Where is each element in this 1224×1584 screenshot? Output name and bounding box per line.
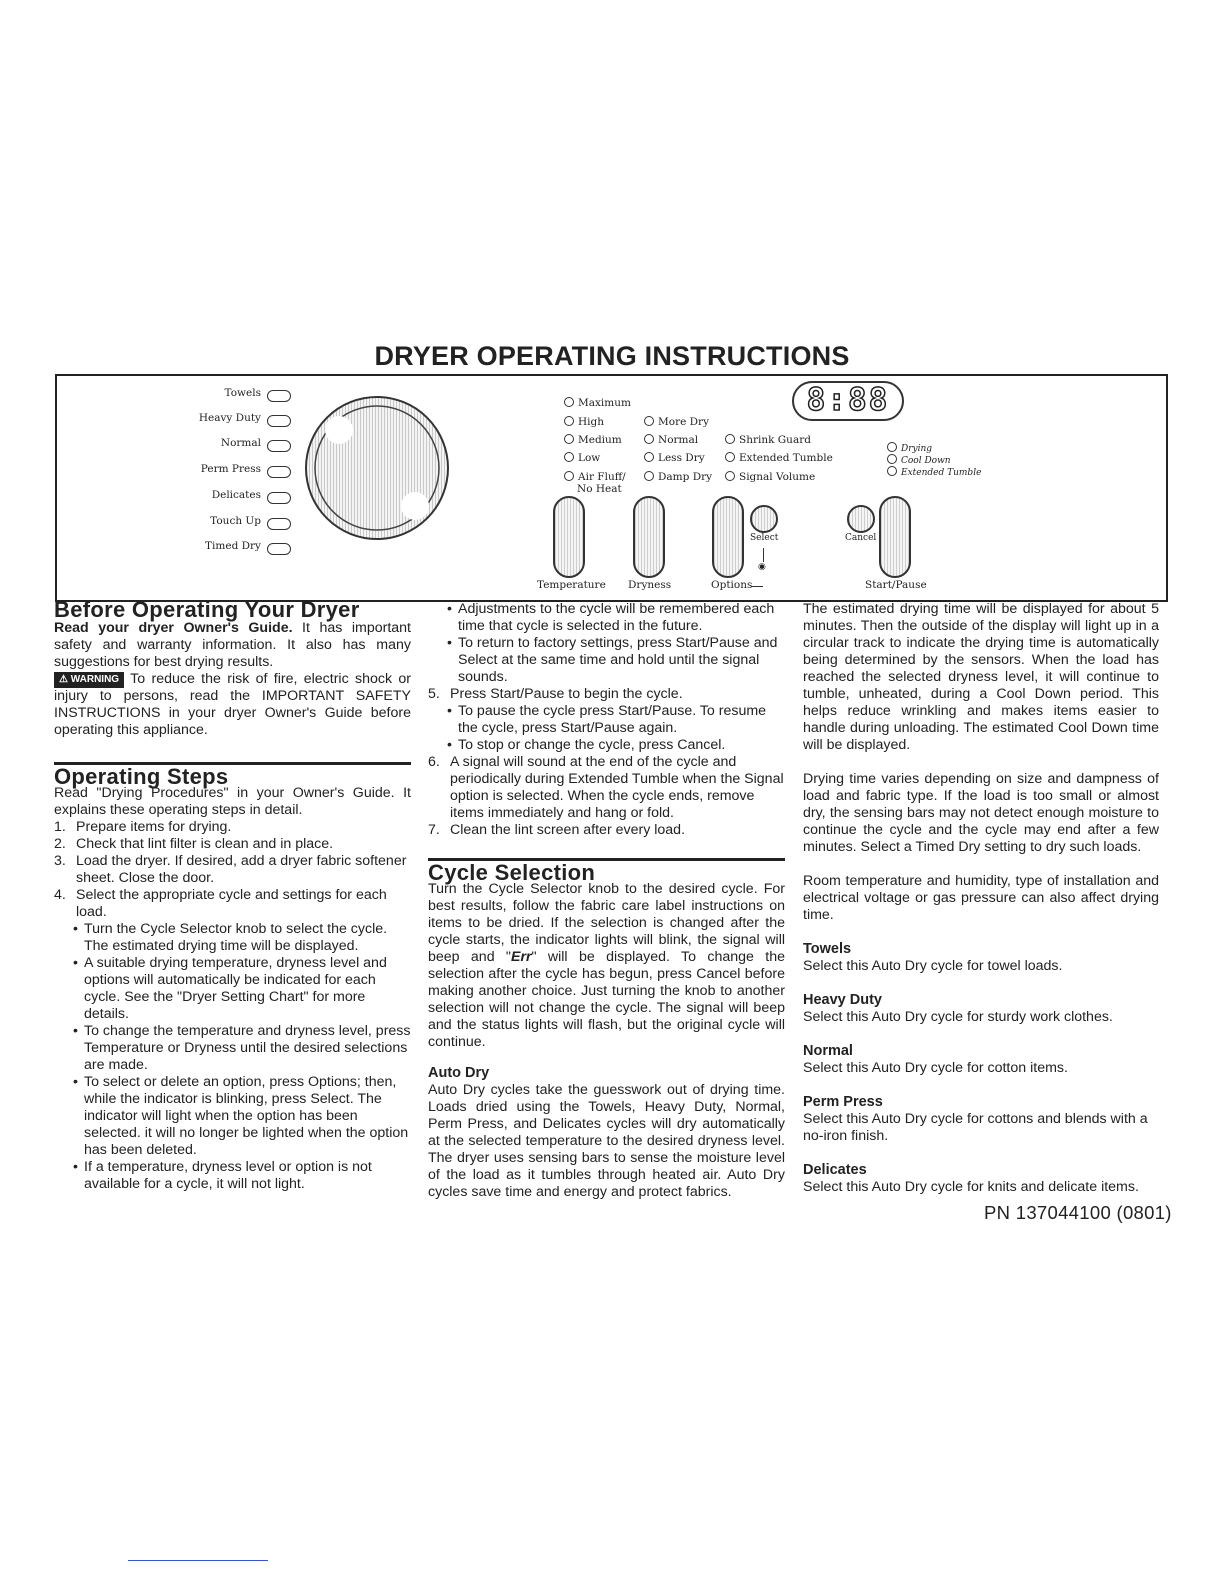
indicator-light-icon [725,434,735,444]
select-connector-line [763,548,764,562]
options-button[interactable] [712,496,744,578]
temp-option-no-heat: No Heat [577,483,622,495]
drying-time-paragraph: Drying time varies depending on size and dampness of load and fabric type. If the load is too small or almost dry, the sensing bars may not detect enough moisture to continue the cycle and the cycle may end after a few minutes. Select a Timed Dry setting to dry such loads. [803,771,1159,855]
list-item: 5. Press Start/Pause to begin the cycle. [428,686,683,702]
steps-intro: Read "Drying Procedures" in your Owner's Guide. It explains these operating steps in detail. [54,785,411,818]
cycle-indicator [267,415,291,427]
display-paragraph: The estimated drying time will be displayed for about 5 minutes. Then the outside of the display will light up in a circular track to indicate the drying time is automatically being determined by the sensors. When the load has reached the selected dryness level, it will continue to tumble, unheated, during a Cool Down period. This helps reduce wrinkling and makes items easier to handle during unloading. The estimated Cool Down time will be displayed. [803,601,1159,753]
column-left [54,597,411,1193]
status-extended-tumble: Extended Tumble [887,466,981,478]
status-cool-down: Cool Down [887,454,951,466]
cycle-text-delicates: Select this Auto Dry cycle for knits and delicate items. [803,1179,1139,1195]
cycle-selection-paragraph: Turn the Cycle Selector knob to the desired cycle. For best results, follow the fabric care label instructions on items to be dried. If the selection is changed after the cycle starts, the indicator lights will blink, the signal will beep and "Err" will be displayed. To change the selection after the cycle has begun, press Cancel before making another choice. Just turning the knob to another selection will not change the cycle. The signal will beep and the status lights will flash, but the original cycle will continue. [428,881,785,1050]
cycle-label-delicates: Delicates [211,489,261,501]
lock-icon: ◉ [758,561,766,571]
indicator-light-icon [644,416,654,426]
list-item: 4. Select the appropriate cycle and settings for each load. [54,887,387,920]
indicator-light-icon [725,452,735,462]
list-item: • To change the temperature and dryness level, press Temperature or Dryness until the desired selections are made. [54,1023,411,1074]
temp-option-low: Low [564,452,600,464]
cycle-text-perm-press: Select this Auto Dry cycle for cottons and blends with a no-iron finish. [803,1111,1148,1144]
dryness-button[interactable] [633,496,665,578]
select-button[interactable] [750,505,778,533]
footer-link-underline [128,1560,268,1561]
temp-option-maximum: Maximum [564,397,631,409]
indicator-light-icon [564,397,574,407]
temp-option-high: High [564,416,604,428]
part-number: PN 137044100 (0801) [984,1202,1172,1223]
start-pause-label: Start/Pause [865,579,927,591]
options-connector-line [751,586,763,587]
indicator-light-icon [564,434,574,444]
cycle-label-heavy-duty: Heavy Duty [198,412,261,424]
cycle-indicator [267,543,291,555]
option-signal-volume: Signal Volume [725,471,815,483]
status-drying: Drying [887,442,932,454]
warning-paragraph: ⚠ WARNING To reduce the risk of fire, electric shock or injury to persons, read the IMPORTANT SAFETY INSTRUCTIONS in your dryer Owner's Guide before operating this appliance. [54,671,411,738]
list-item: 7. Clean the lint screen after every load. [428,822,686,838]
display-readout: 8:88 [806,382,890,418]
digital-display [792,381,904,421]
warning-badge: ⚠ WARNING [54,672,124,688]
indicator-light-icon [564,416,574,426]
temp-option-air-fluff: Air Fluff/ [564,471,626,483]
list-item: • Adjustments to the cycle will be remembered each time that cycle is selected in the future. [428,601,785,635]
temperature-button[interactable] [553,496,585,578]
indicator-light-icon [887,454,897,464]
room-temperature-paragraph: Room temperature and humidity, type of installation and electrical voltage or gas pressure can also affect drying time. [803,873,1159,923]
heading-before-operating: Before Operating Your Dryer [54,597,360,622]
list-item: 3. Load the dryer. If desired, add a dryer fabric softener sheet. Close the door. [54,853,407,886]
cycle-label-touch-up: Touch Up [210,515,261,527]
cycle-indicator [267,492,291,504]
heading-operating-steps: Operating Steps [54,764,229,789]
cycle-label-perm-press: Perm Press [200,463,261,475]
cancel-label: Cancel [845,533,877,543]
list-item: 6. A signal will sound at the end of the cycle and periodically during Extended Tumble when the Signal option is selected. When the cycle ends, remove items immediately and hang or fold. [428,754,784,821]
option-extended-tumble: Extended Tumble [725,452,833,464]
list-item: • To stop or change the cycle, press Cancel. [428,737,785,754]
list-item: • To select or delete an option, press Options; then, while the indicator is blinking, press Select. The indicator will light when the option has been selected. it will no longer be lighted when the option has been deleted. [54,1074,411,1159]
indicator-light-icon [644,471,654,481]
select-label: Select [750,533,779,543]
cycle-heading-delicates: Delicates [803,1162,867,1178]
dryness-option-more-dry: More Dry [644,416,709,428]
cycle-indicator [267,466,291,478]
control-panel-diagram [55,374,1168,602]
cycle-selector-knob[interactable] [303,394,451,542]
cycle-heading-perm-press: Perm Press [803,1094,883,1110]
cycle-label-towels: Towels [224,387,261,399]
steps-list [54,819,411,921]
start-pause-button[interactable] [879,496,911,578]
cycle-label-timed-dry: Timed Dry [205,540,261,552]
cycle-indicator [267,518,291,530]
dryness-option-normal: Normal [644,434,698,446]
option-shrink-guard: Shrink Guard [725,434,811,446]
cycle-text-towels: Select this Auto Dry cycle for towel loads. [803,958,1063,974]
cancel-button[interactable] [847,505,875,533]
step4-bullets [54,921,411,1193]
list-item: • Turn the Cycle Selector knob to select the cycle. The estimated drying time will be displayed. [54,921,411,955]
auto-dry-paragraph: Auto Dry cycles take the guesswork out of drying time. Loads dried using the Towels, Heavy Duty, Normal, Perm Press, and Delicates cycles will dry automatically at the selected temperature to the desired dryness level. The dryer uses sensing bars to sense the moisture level of the load as it tumbles through heated air. Auto Dry cycles save time and energy and protect fabrics. [428,1082,785,1200]
cycle-label-normal: Normal [220,437,261,449]
owners-guide-paragraph: Read your dryer Owner's Guide. It has important safety and warranty information. It also has many suggestions for best drying results. [54,620,411,670]
list-item: 2. Check that lint filter is clean and in place. [54,836,334,852]
column-right [803,601,1159,1196]
indicator-light-icon [644,452,654,462]
dryness-label: Dryness [628,579,672,591]
step5-bullets [428,703,785,754]
cycle-indicator [267,390,291,402]
steps-list-continued [428,686,785,703]
heading-cycle-selection: Cycle Selection [428,860,596,885]
list-item: • A suitable drying temperature, dryness level and options will automatically be indicated for each cycle. See the "Dryer Setting Chart" for more details. [54,955,411,1023]
dryness-option-less-dry: Less Dry [644,452,705,464]
page-title: DRYER OPERATING INSTRUCTIONS [374,341,850,371]
cycle-heading-towels: Towels [803,941,852,957]
column-middle [428,601,785,1201]
cycle-text-normal: Select this Auto Dry cycle for cotton items. [803,1060,1068,1076]
list-item: • To return to factory settings, press Start/Pause and Select at the same time and hold until the signal sounds. [428,635,785,686]
temp-option-medium: Medium [564,434,622,446]
list-item: 1. Prepare items for drying. [54,819,232,835]
indicator-light-icon [644,434,654,444]
heading-auto-dry: Auto Dry [428,1065,490,1081]
indicator-light-icon [887,442,897,452]
dryness-option-damp-dry: Damp Dry [644,471,712,483]
step4-bullets-continued [428,601,785,686]
cycle-text-heavy-duty: Select this Auto Dry cycle for sturdy work clothes. [803,1009,1113,1025]
options-label: Options [711,579,753,591]
cycle-indicator [267,440,291,452]
steps-list-end [428,754,785,839]
cycle-heading-heavy-duty: Heavy Duty [803,992,882,1008]
indicator-light-icon [725,471,735,481]
list-item: • If a temperature, dryness level or option is not available for a cycle, it will not light. [54,1159,411,1193]
temperature-label: Temperature [537,579,606,591]
indicator-light-icon [887,466,897,476]
indicator-light-icon [564,452,574,462]
cycle-heading-normal: Normal [803,1043,853,1059]
indicator-light-icon [564,471,574,481]
list-item: • To pause the cycle press Start/Pause. To resume the cycle, press Start/Pause again. [428,703,785,737]
